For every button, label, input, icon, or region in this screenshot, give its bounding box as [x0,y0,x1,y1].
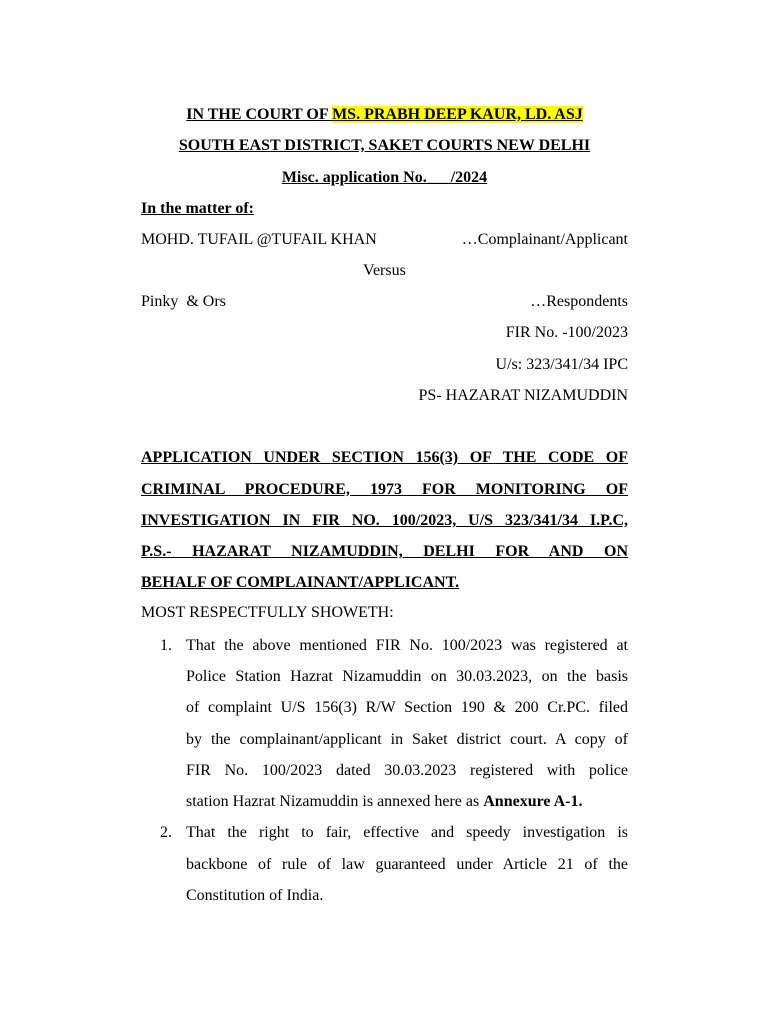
application-title-line: BEHALF OF COMPLAINANT/APPLICANT. [141,574,460,591]
annexure-reference: Annexure A-1. [483,793,583,810]
paragraph-number: 2. [160,824,172,841]
versus-label: Versus [363,262,406,279]
complainant-row [141,230,628,250]
application-title-line: INVESTIGATION IN FIR NO. 100/2023, U/S 323/341/34 I.P.C, [141,512,628,529]
complainant-role: …Complainant/Applicant [461,231,628,248]
matter-label: In the matter of: [141,200,255,217]
fir-police-station: PS- HAZARAT NIZAMUDDIN [418,387,628,404]
fir-sections: U/s: 323/341/34 IPC [495,356,628,373]
respondent-role: …Respondents [530,293,628,310]
paragraph-last-line [186,792,628,812]
respondent-row [141,292,628,312]
paragraph-line: by the complainant/applicant in Saket district court. A copy of [186,731,628,748]
misc-application-number: Misc. application No.___/2024 [281,169,488,186]
paragraph-line: Police Station Hazrat Nizamuddin on 30.03.2023, on the basis [186,668,628,685]
court-prefix: IN THE COURT OF [186,106,333,123]
application-title-line: P.S.- HAZARAT NIZAMUDDIN, DELHI FOR AND ON [141,543,628,560]
paragraph-line: backbone of rule of law guaranteed under Article 21 of the [186,856,628,873]
district-heading: SOUTH EAST DISTRICT, SAKET COURTS NEW DELHI [178,137,591,154]
paragraph-line: That the above mentioned FIR No. 100/2023 was registered at [186,637,628,654]
fir-number: FIR No. -100/2023 [505,324,628,341]
paragraph-line: FIR No. 100/2023 dated 30.03.2023 registered with police [186,762,628,779]
application-title-line: APPLICATION UNDER SECTION 156(3) OF THE CODE OF [141,449,628,466]
respondent-name: Pinky & Ors [141,293,226,310]
paragraph-line: station Hazrat Nizamuddin is annexed here as [186,793,484,810]
complainant-name: MOHD. TUFAIL @TUFAIL KHAN [141,231,377,248]
paragraph-line: Constitution of India. [186,887,324,904]
paragraph-line: That the right to fair, effective and speedy investigation is [186,824,628,841]
court-judge-name: MS. PRABH DEEP KAUR, LD. ASJ [332,106,583,123]
showeth-label: MOST RESPECTFULLY SHOWETH: [141,604,394,621]
paragraph-line: of complaint U/S 156(3) R/W Section 190 & 200 Cr.PC. filed [186,699,628,716]
paragraph-number: 1. [160,637,172,654]
application-title-line: CRIMINAL PROCEDURE, 1973 FOR MONITORING OF [141,481,628,498]
court-heading [141,105,628,125]
